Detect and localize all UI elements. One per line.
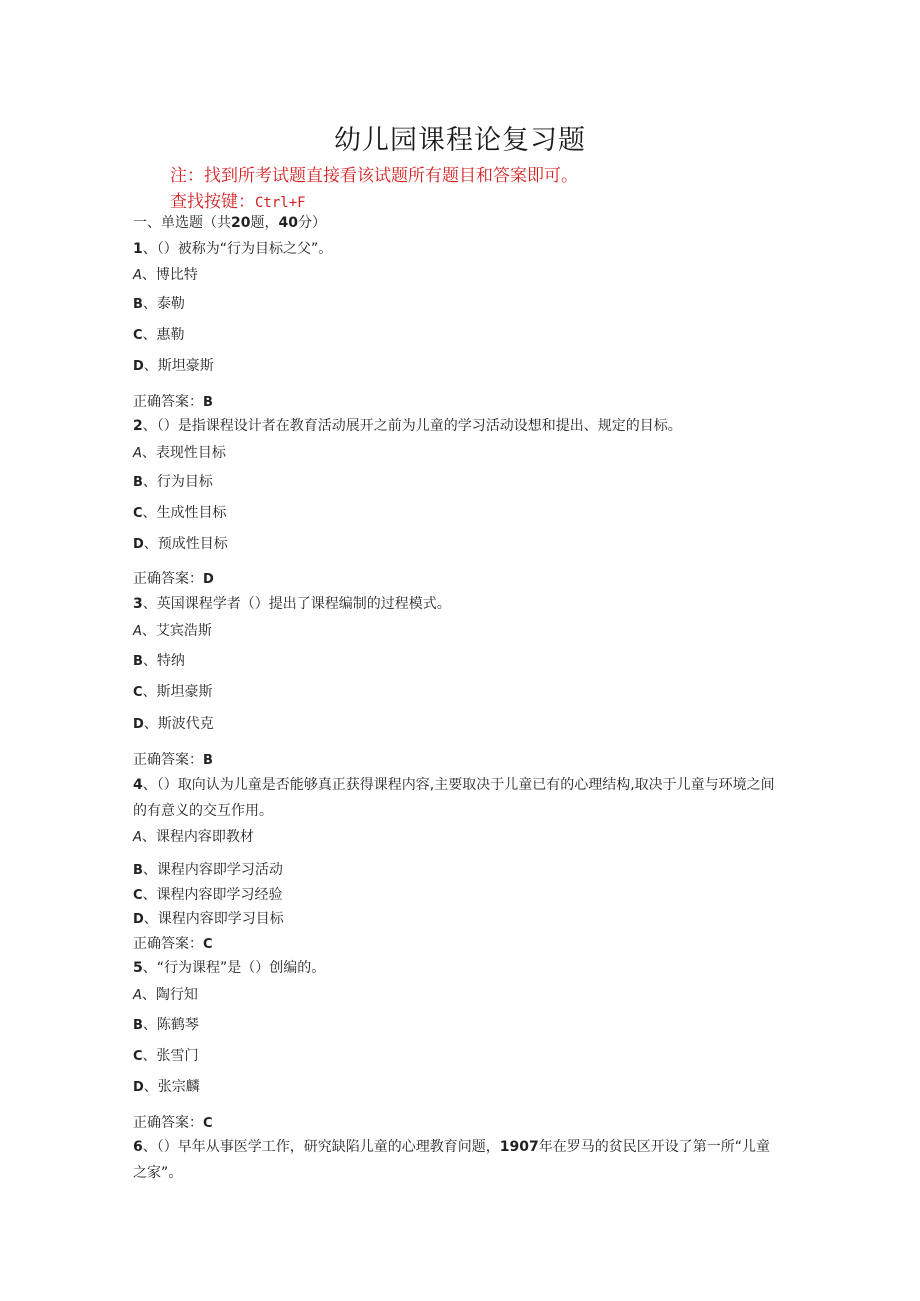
- option-item: C、斯坦豪斯: [133, 684, 213, 700]
- question-stem: 6、（）早年从事医学工作，研究缺陷儿童的心理教育问题，1907年在罗马的贫民区开设了第一所“儿童之家”。: [133, 1139, 770, 1181]
- notice-line: [170, 161, 578, 186]
- option-item: A、课程内容即教材: [133, 829, 254, 845]
- option-item: D、斯坦豪斯: [133, 358, 214, 374]
- option-item: B、课程内容即学习活动: [133, 862, 283, 878]
- option-item: B、特纳: [133, 653, 185, 669]
- search-hint-key: Ctrl+F: [255, 195, 306, 211]
- option-item: D、斯波代克: [133, 716, 214, 732]
- correct-answer: 正确答案：D: [133, 571, 214, 587]
- question-stem: 1、（）被称为“行为目标之父”。: [133, 241, 333, 257]
- option-item: A、表现性目标: [133, 445, 226, 461]
- search-hint-label: 查找按键：: [170, 192, 255, 212]
- page-title: 幼儿园课程论复习题: [334, 125, 586, 156]
- correct-answer: 正确答案：B: [133, 752, 213, 768]
- search-hint-line: [170, 187, 306, 212]
- option-item: C、生成性目标: [133, 505, 227, 521]
- notice-text: 注：找到所考试题直接看该试题所有题目和答案即可。: [170, 166, 578, 186]
- option-item: C、惠勒: [133, 327, 185, 343]
- option-item: D、张宗麟: [133, 1079, 200, 1095]
- option-item: A、艾宾浩斯: [133, 623, 212, 639]
- option-item: C、课程内容即学习经验: [133, 887, 283, 903]
- option-item: B、泰勒: [133, 296, 185, 312]
- section-header: 一、单选题（共20题，40分）: [133, 215, 326, 231]
- option-item: B、陈鹤琴: [133, 1017, 199, 1033]
- correct-answer: 正确答案：C: [133, 936, 213, 952]
- option-item: D、课程内容即学习目标: [133, 911, 284, 927]
- option-item: A、陶行知: [133, 987, 198, 1003]
- option-item: C、张雪门: [133, 1048, 199, 1064]
- correct-answer: 正确答案：C: [133, 1115, 213, 1131]
- question-stem: 4、（）取向认为儿童是否能够真正获得课程内容,主要取决于儿童已有的心理结构,取决于儿童与环境之间的有意义的交互作用。: [133, 777, 775, 819]
- option-item: D、预成性目标: [133, 536, 228, 552]
- question-stem: 3、英国课程学者（）提出了课程编制的过程模式。: [133, 596, 451, 612]
- correct-answer: 正确答案：B: [133, 394, 213, 410]
- option-item: B、行为目标: [133, 474, 213, 490]
- option-item: A、博比特: [133, 267, 198, 283]
- question-stem: 2、（）是指课程设计者在教育活动展开之前为儿童的学习活动设想和提出、规定的目标。: [133, 418, 682, 434]
- question-stem: 5、“行为课程”是（）创编的。: [133, 960, 326, 976]
